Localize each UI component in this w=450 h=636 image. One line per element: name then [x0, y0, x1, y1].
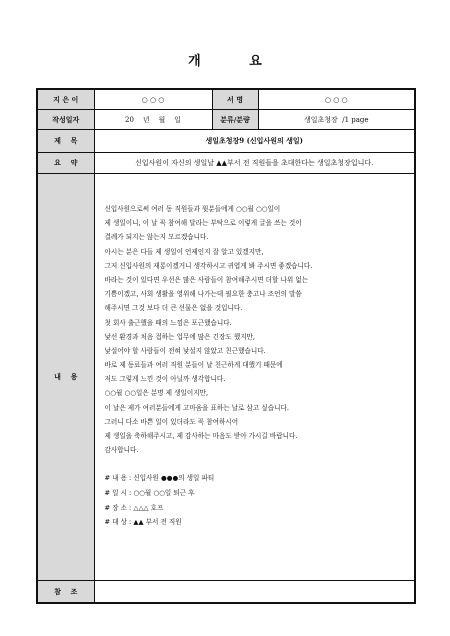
author-value: ○ ○ ○	[94, 89, 212, 110]
body-line: 낯선 환경과 처음 접하는 업무에 많은 긴장도 했지만,	[104, 332, 256, 341]
spacer	[105, 457, 415, 471]
body-line: 해주시면 그것 보다 더 큰 선물은 없을 것입니다.	[104, 304, 243, 313]
body-line: 바로 제 동료들과 여러 직원 분들이 날 친근하게 대했기 때문에	[104, 361, 283, 370]
summary-value: 신입사원이 자신의 생일날 ▲▲부서 전 직원들을 초대한다는 생일초청장입니다.	[94, 153, 415, 174]
body-line: 제 생일을 축하해주시고, 제 감사하는 마음도 받아 가시길 바랍니다.	[104, 432, 298, 440]
body-text	[105, 202, 415, 457]
date-value: 20 년 월 일	[94, 110, 212, 130]
detail-line: # 대 상 : ▲▲ 부서 전 직원	[104, 518, 182, 527]
body-line: 감사합니다.	[104, 446, 139, 455]
detail-line: # 일 시 : ○○월 ○○일 퇴근 후	[104, 488, 195, 497]
detail-line: # 내 용 : 신입사원 ●●●의 생일 파티	[104, 474, 215, 483]
body-line: 저도 그렇게 느낀 것이 아닐까 생각합니다.	[104, 375, 226, 384]
body-line: 그러니 다소 바쁜 일이 있더라도 꼭 참여하시어	[104, 417, 239, 426]
content-body	[94, 174, 415, 581]
date-label: 작성일자	[37, 110, 94, 130]
summary-label: 요 약	[37, 153, 94, 174]
body-line: 결례가 되지는 않는지 모르겠습니다.	[104, 233, 209, 242]
category-value: 생일초청장 /1 page	[258, 110, 415, 130]
body-line: 신입사원으로써 여러 동 직원들과 윗분들에게 ○○월 ○○일이	[104, 205, 281, 213]
detail-line: # 장 소 : △△△ 호프	[104, 503, 164, 512]
content-label: 내 용	[37, 174, 94, 581]
reference-label: 참 조	[37, 581, 94, 604]
category-label: 분류/분량	[212, 110, 258, 130]
body-line: 이 날은 제가 여러분들에게 고마움을 표하는 날로 삼고 싶습니다.	[104, 403, 289, 412]
author-label: 지 은 이	[37, 89, 94, 110]
reference-value	[94, 581, 415, 604]
subject-value: 생일초청장9 (신입사원의 생일)	[94, 130, 415, 153]
body-line: 낯설어야 할 사람들이 전혀 낯설지 않았고 친근했습니다.	[104, 346, 266, 355]
event-details	[105, 471, 415, 529]
body-line: 기쁨이겠고, 사회 생활을 영위해 나가는데 필요한 충고나 조언의 말씀	[104, 290, 302, 299]
body-line: 바라는 것이 있다면 우선은 많은 사람들이 참여해주시면 더할 나위 없는	[104, 275, 309, 284]
body-line: 첫 회사 출근했을 때의 느낌은 포근했습니다.	[104, 318, 232, 327]
body-line: 아시는 분은 다들 제 생일이 언제인지 잘 알고 있겠지만,	[104, 247, 264, 256]
body-line: 제 생일이니, 이 날 꼭 참여해 달라는 부탁으로 이렇게 글을 쓰는 것이	[104, 219, 302, 228]
summary-form-table	[36, 88, 416, 604]
subject-label: 제 목	[37, 130, 94, 153]
body-line: 그저 신입사원의 재롱이겠거니 생각하시고 귀엽게 봐 주시면 좋겠습니다.	[104, 261, 313, 270]
signature-label: 서 명	[212, 89, 258, 110]
body-line: ○○월 ○○일은 분명 제 생일이지만,	[104, 389, 209, 398]
document-title: 개 요	[188, 54, 284, 69]
signature-value: ○ ○ ○	[258, 89, 415, 110]
